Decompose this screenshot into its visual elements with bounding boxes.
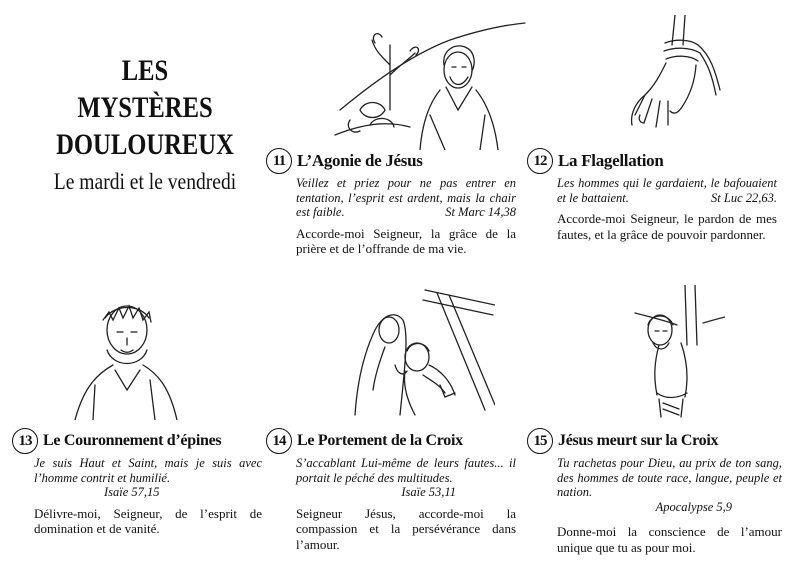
crowned-jesus-illustration: [65, 290, 185, 420]
mystery-title: Jésus meurt sur la Croix: [558, 432, 719, 449]
mystery-number-badge: 11: [266, 148, 292, 174]
mystery-card-12: [527, 148, 777, 242]
mystery-heading: [527, 148, 777, 174]
title-line-1: LES: [121, 54, 169, 87]
mystery-card-15: [527, 428, 782, 555]
quote-reference: St Luc 22,63.: [711, 190, 777, 205]
title-line-3: DOULOUREUX: [56, 128, 234, 161]
mystery-prayer: Seigneur Jésus, accorde-moi la compassion et la persévérance dans l’amour.: [296, 505, 516, 552]
title-line-2: MYSTÈRES: [77, 91, 213, 124]
mystery-quote: [266, 176, 516, 220]
mystery-card-11: [266, 148, 516, 257]
mystery-title: Le Couronnement d’épines: [43, 432, 222, 449]
mystery-prayer: Donne-moi la conscience de l’amour unique que tu as pour moi.: [557, 524, 782, 555]
quote-reference: Apocalypse 5,9: [655, 499, 732, 514]
quote-text: Les hommes qui le gardaient, le bafouaient et le battaient.: [557, 176, 777, 205]
agony-garden-illustration: [330, 15, 530, 150]
page-subtitle: Le mardi et le vendredi: [53, 169, 237, 194]
mystery-prayer: Délivre-moi, Seigneur, de l’esprit de domination et de vanité.: [34, 505, 262, 536]
mystery-number-badge: 14: [266, 428, 292, 454]
quote-text: S’accablant Lui-même de leurs fautes... il portait le péché des multitudes.: [296, 456, 516, 485]
crucifixion-illustration: [615, 285, 725, 420]
mystery-title: Le Portement de la Croix: [297, 432, 463, 449]
mystery-prayer: Accorde-moi Seigneur, le pardon de mes fautes, et la grâce de pouvoir pardonner.: [557, 211, 777, 242]
mystery-number-badge: 12: [527, 148, 553, 174]
mystery-prayer: Accorde-moi Seigneur, la grâce de la prière et de l’offrande de ma vie.: [296, 225, 516, 256]
mystery-number-badge: 13: [12, 428, 38, 454]
quote-text: Tu rachetas pour Dieu, au prix de ton sang, des hommes de toute race, langue, peuple et nation.: [557, 456, 782, 499]
quote-reference: Isaïe 57,15: [104, 485, 160, 499]
quote-reference: St Marc 14,38: [445, 205, 516, 219]
mystery-quote: [266, 456, 516, 500]
mystery-heading: [12, 428, 262, 454]
mystery-card-13: [12, 428, 262, 537]
cross-carrying-illustration: [345, 285, 495, 420]
mystery-card-14: [266, 428, 516, 552]
mystery-quote: [527, 456, 782, 514]
page-title: [30, 52, 260, 195]
mystery-heading: [266, 428, 516, 454]
mystery-quote: [12, 456, 262, 500]
quote-text: Veillez et priez pour ne pas entrer en tentation, l’esprit est ardent, mais la chair est faible.: [296, 176, 516, 219]
mystery-heading: [527, 428, 782, 454]
bound-hands-illustration: [620, 15, 730, 145]
mystery-title: La Flagellation: [558, 151, 664, 170]
quote-reference: Isaïe 53,11: [401, 485, 456, 499]
quote-text: Je suis Haut et Saint, mais je suis avec l’homme contrit et humilié.: [34, 456, 262, 485]
mystery-number-badge: 15: [527, 428, 553, 454]
mystery-heading: [266, 148, 516, 174]
mystery-quote: [527, 176, 777, 205]
mystery-title: L’Agonie de Jésus: [297, 151, 423, 170]
